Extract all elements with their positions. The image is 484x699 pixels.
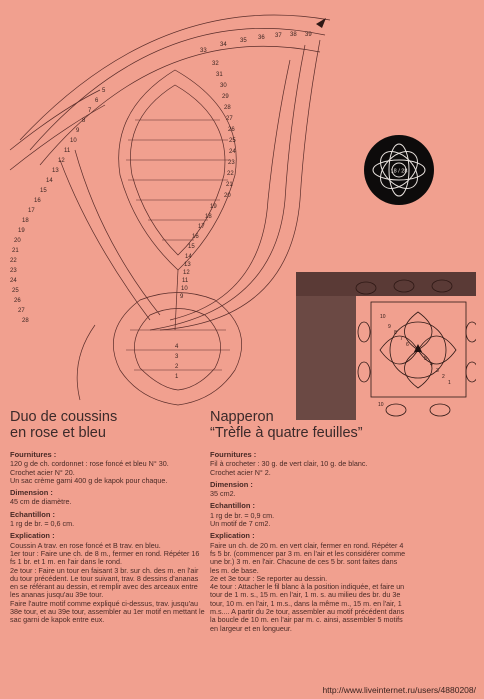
diagram-number: 10 [181,286,188,292]
diagram-number: 13 [184,262,191,268]
doily-pattern-column [210,409,406,633]
square-motif-diagram [296,272,476,420]
dimension-text: 45 cm de diamètre. [10,497,72,507]
diagram-number: 27 [226,116,233,122]
gauge-text: 1 rg de br. = 0,9 cm. [210,510,275,520]
round-4-text: 4e tour : Attacher le fil blanc à la position indiquée, et faire un tour de 1 m. s., 15 m. en l'air, 1 m. s. au milieu des br. du 3e tour, 10 m. en l'air, 1 m.s., dans la même m., 15 m. en l'air, 1 m.s.... A partir du 2e tour, assembler au motif précédent dans la boucle de 10 m. en l'air par m. c. ainsi, assembler 5 motifs en largeur et en longueur. [210,582,405,633]
square-number: 3 [436,368,439,374]
diagram-number: 24 [10,278,17,284]
square-number: 8 [394,330,397,336]
pillow-title [10,409,206,441]
diagram-number: 25 [12,288,19,294]
instructions-text: Faire un ch. de 20 m. en vert clair, fermer en rond. Répéter 4 fs 5 br. (commencer par 3 m. en l'air et les considérer comme une br.) 3 m. en l'air. Chacune de ces 5 br. sont faites dans les m. de base. [210,540,406,575]
diagram-number: 36 [258,35,265,41]
diagram-number: 21 [12,248,19,254]
gauge-heading: Echantillon : [210,501,255,511]
square-number: 10 [380,314,386,320]
diagram-number: 2 [175,364,179,370]
dimension-text: 35 cm2. [210,489,236,499]
diagram-number: 33 [200,48,207,54]
diagram-number: 28 [22,318,29,324]
diagram-number: 8 [82,118,86,124]
square-number: 5 [424,356,427,362]
pillow-pattern-column [10,409,206,625]
round-2-text: 2e tour : Faire un tour en faisant 3 br. sur ch. des m. en l'air du tour précédent. Le tour suivant, trav. 8 dessins d'ananas en se référant au dessin, et remplir avec des arceaux entre les ananas jusqu'au 39e tour. [10,565,199,600]
diagram-number: 12 [183,270,190,276]
square-number: 1 [448,380,451,386]
motif-badge: 18 / 28 [390,168,408,175]
instructions-heading: Explication : [10,531,55,541]
gauge-text: Un motif de 7 cm2. [210,519,271,529]
assembly-text: Faire l'autre motif comme expliqué ci-dessus, trav. jusqu'au 38e tour, et au 39e tour, assembler au 1er motif en mettant le sac garni de kapok entre eux. [10,598,205,625]
materials-heading: Fournitures : [10,450,57,459]
dimension-heading: Dimension : [10,488,53,498]
diagram-number: 25 [229,138,236,144]
diagram-number: 17 [198,224,205,230]
motif-photo [364,135,434,205]
diagram-number: 5 [102,88,106,94]
diagram-number: 9 [180,294,184,300]
diagram-number: 9 [76,128,80,134]
materials-text: Fil à crocheter : 30 g. de vert clair, 10 g. de blanc. [210,459,368,469]
round-1-text: 1er tour : Faire une ch. de 8 m., fermer en rond. Répéter 16 fs 1 br. et 1 m. en l'air dans le rond. [10,548,200,567]
diagram-number: 18 [205,214,212,220]
diagram-number: 19 [210,204,217,210]
diagram-number: 38 [290,32,297,38]
diagram-number: 10 [70,138,77,144]
diagram-number: 26 [228,127,235,133]
round-2-3-text: 2e et 3e tour : Se reporter au dessin. [210,573,328,583]
title-line: en rose et bleu [10,425,106,441]
diagram-number: 13 [52,168,59,174]
title-line: “Trèfle à quatre feuilles” [210,425,363,441]
square-number: 9 [388,324,391,330]
diagram-number: 20 [14,238,21,244]
diagram-number: 16 [34,198,41,204]
source-url: http://www.liveinternet.ru/users/4880208/ [322,685,476,695]
diagram-number: 11 [64,148,71,154]
diagram-number: 16 [192,234,199,240]
square-number: 10 [378,402,384,408]
square-number: 6 [406,342,409,348]
diagram-number: 28 [224,105,231,111]
instructions-heading: Explication : [210,531,255,541]
diagram-number: 34 [220,42,227,48]
diagram-number: 31 [216,72,223,78]
hook-text: Crochet acier N° 20. [10,467,75,477]
diagram-number: 37 [275,33,282,39]
diagram-number: 15 [40,188,47,194]
diagram-number: 20 [224,193,231,199]
doily-title [210,409,406,441]
diagram-number: 35 [240,38,247,44]
diagram-number: 23 [10,268,17,274]
diagram-number: 39 [305,32,312,38]
diagram-number: 29 [222,94,229,100]
square-number: 7 [400,336,403,342]
diagram-number: 19 [18,228,25,234]
instructions-text: Coussin A trav. en rose foncé et B trav. en bleu. [10,540,161,550]
diagram-number: 15 [188,244,195,250]
square-number: 4 [430,362,433,368]
diagram-number: 26 [14,298,21,304]
diagram-number: 21 [226,182,233,188]
diagram-number: 24 [229,149,236,155]
diagram-number: 6 [95,98,99,104]
diagram-number: 22 [10,258,17,264]
diagram-number: 12 [58,158,65,164]
diagram-number: 30 [220,83,227,89]
gauge-text: 1 rg de br. = 0,6 cm. [10,519,75,529]
hook-text: Crochet acier N° 2. [210,467,271,477]
diagram-number: 32 [212,61,219,67]
materials-heading: Fournitures : [210,450,257,459]
diagram-number: 4 [175,344,179,350]
diagram-number: 22 [227,171,234,177]
gauge-heading: Echantillon : [10,509,55,519]
dimension-heading: Dimension : [210,479,253,489]
diagram-number: 14 [185,254,192,260]
diagram-number: 7 [88,108,92,114]
diagram-number: 23 [228,160,235,166]
square-number: 2 [442,374,445,380]
diagram-number: 1 [175,374,179,380]
diagram-number: 14 [46,178,53,184]
diagram-number: 17 [28,208,35,214]
diagram-number: 3 [175,354,179,360]
materials-text: 120 g de ch. cordonnet : rose foncé et bleu N° 30. [10,459,169,469]
title-line: Napperon [210,409,274,425]
bag-text: Un sac crème garni 400 g de kapok pour chaque. [10,475,168,485]
title-line: Duo de coussins [10,409,118,425]
diagram-number: 11 [182,278,189,284]
diagram-number: 27 [18,308,25,314]
diagram-number: 18 [22,218,29,224]
